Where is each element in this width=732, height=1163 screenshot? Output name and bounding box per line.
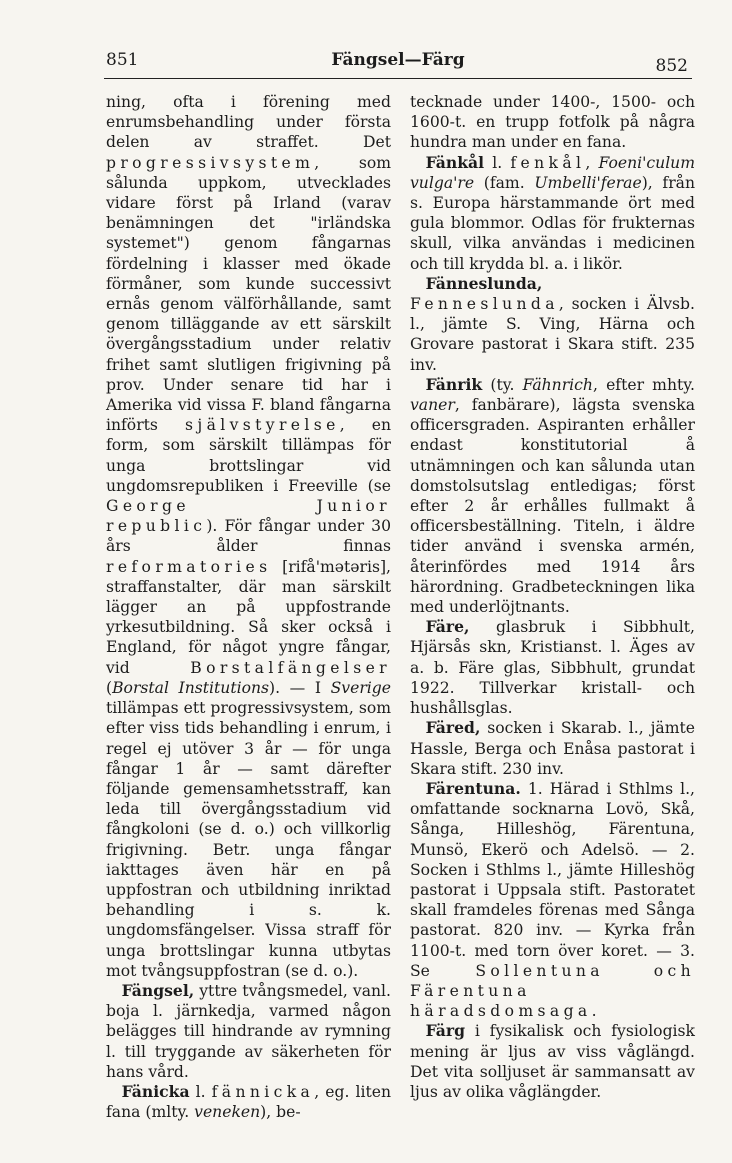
entry-fanrik: Fänrik (ty. Fähnrich, efter mhty. vaner, fanbärare), lägsta svenska officersgraden. Aspiranten erhåller endast konstitutorial å utnämningen och kan sålunda utan domstolsutslag entledigas; först efter 2 år erhålles fullmakt å officersbeställning. Titeln, i äldre tider använd i svenska armén, återinfördes med 1914 års härordning. Gradbeteckningen lika med underlöjtnants.: [410, 374, 695, 617]
entry-fankal: Fänkål l. fenkål, Foeni'culum vulga're (fam. Umbelli'ferae), från s. Europa härstammande ört med gula blommor. Odlas för frukternas skull, vilka användas i medicinen och till krydda bl. a. i likör.: [410, 152, 696, 273]
page-number-left: 851: [106, 50, 139, 70]
headword: Fängsel,: [121, 980, 195, 1000]
entry-fanneslunda: Fänneslunda, Fenneslunda, socken i Älvsb. l., jämte S. Ving, Härna och Grovare pastorat i Skara stift. 235 inv.: [410, 273, 695, 374]
headword: Färe,: [425, 617, 470, 637]
page-header: [104, 48, 692, 79]
headword: Fänkål: [425, 152, 485, 172]
headword: Fänrik: [425, 374, 483, 394]
entry-farg: Färg i fysikalisk och fysiologisk mening är ljus av viss våglängd. Det vita solljuset är sammansatt av ljus av olika våglängder.: [410, 1021, 695, 1101]
right-column: [410, 92, 695, 1102]
entry-fanicka-continued: tecknade under 1400-, 1500- och 1600-t. en trupp fotfolk på några hundra man under en fana.: [410, 93, 695, 152]
entry-farentuna: Färentuna. 1. Härad i Sthlms l., omfattande socknarna Lovö, Skå, Sånga, Hilleshög, Färentuna, Munsö, Ekerö och Adelsö. — 2. Socken i Sthlms l., jämte Hilleshög pastorat i Uppsala stift. Pastoratet skall framdeles förenas med Sånga pastorat. 820 inv. — Kyrka från 1100-t. med torn över koret. — 3. Se Sollentuna och Färentuna häradsdomsaga.: [410, 778, 695, 1021]
headword: Färed,: [425, 718, 481, 738]
headword: Fänicka: [121, 1081, 190, 1101]
entry-fared: Färed, socken i Skarab. l., jämte Hassle, Berga och Enåsa pastorat i Skara stift. 230 inv.: [410, 718, 695, 778]
entry-fangelse-continued: ning, ofta i förening med enrumsbehandling under första delen av straffet. Det progressivsystem, som sålunda uppkom, utvecklades vidare först på Irland (varav benämningen det "irländska systemet") genom fångarnas fördelning i klasser med ökade förmåner, som kunde successivt ernås genom välförhållande, samt genom tilläggande av ett särskilt övergångsstadium under relativ frihet samt slutligen frigivning på prov. Under senare tid har i Amerika vid vissa F. bland fångarna införts självstyrelse, en form, som särskilt tillämpas för unga brottslingar vid ungdomsrepubliken i Freeville (se George Junior republic). För fångar under 30 års ålder finnas reformatories [rifå'mətəris], straffanstalter, där man särskilt lägger an på uppfostrande yrkesutbildning. Så sker också i England, för något yngre fångar, vid Borstalfängelser (Borstal Institutions). — I Sverige tillämpas ett progressivsystem, som efter viss tids behandling i enrum, i regel ej utöver 3 år — för unga fångar 1 år — samt därefter följande gemensamhetsstraff, kan leda till övergångsstadium vid fångkoloni (se d. o.) och villkorlig frigivning. Betr. unga fångar iakttages även här en på uppfostran och utbildning inriktad behandling i s. k. ungdomsfängelser. Vissa straff för unga brottslingar kunna utbytas mot tvångsuppfostran (se d. o.).: [106, 93, 392, 980]
running-head: Fängsel—Färg: [331, 50, 465, 70]
headword: Färentuna.: [425, 778, 521, 798]
entry-fangsel: Fängsel, yttre tvångsmedel, vanl. boja l. järnkedja, varmed någon belägges till hindrande av rymning l. till tryggande av säkerheten för hans vård.: [106, 980, 391, 1081]
left-column: [106, 92, 391, 1122]
entry-fanicka: Fänicka l. fännicka, eg. liten fana (mlty. veneken), be-: [106, 1081, 391, 1122]
page-number-right: 852: [655, 56, 688, 76]
entry-fare: Färe, glasbruk i Sibbhult, Hjärsås skn, Kristianst. l. Äges av a. b. Färe glas, Sibbhult, grundat 1922. Tillverkar kristall- och hushållsglas.: [410, 617, 695, 718]
headword: Fänneslunda,: [425, 273, 543, 293]
headword: Färg: [425, 1021, 466, 1041]
